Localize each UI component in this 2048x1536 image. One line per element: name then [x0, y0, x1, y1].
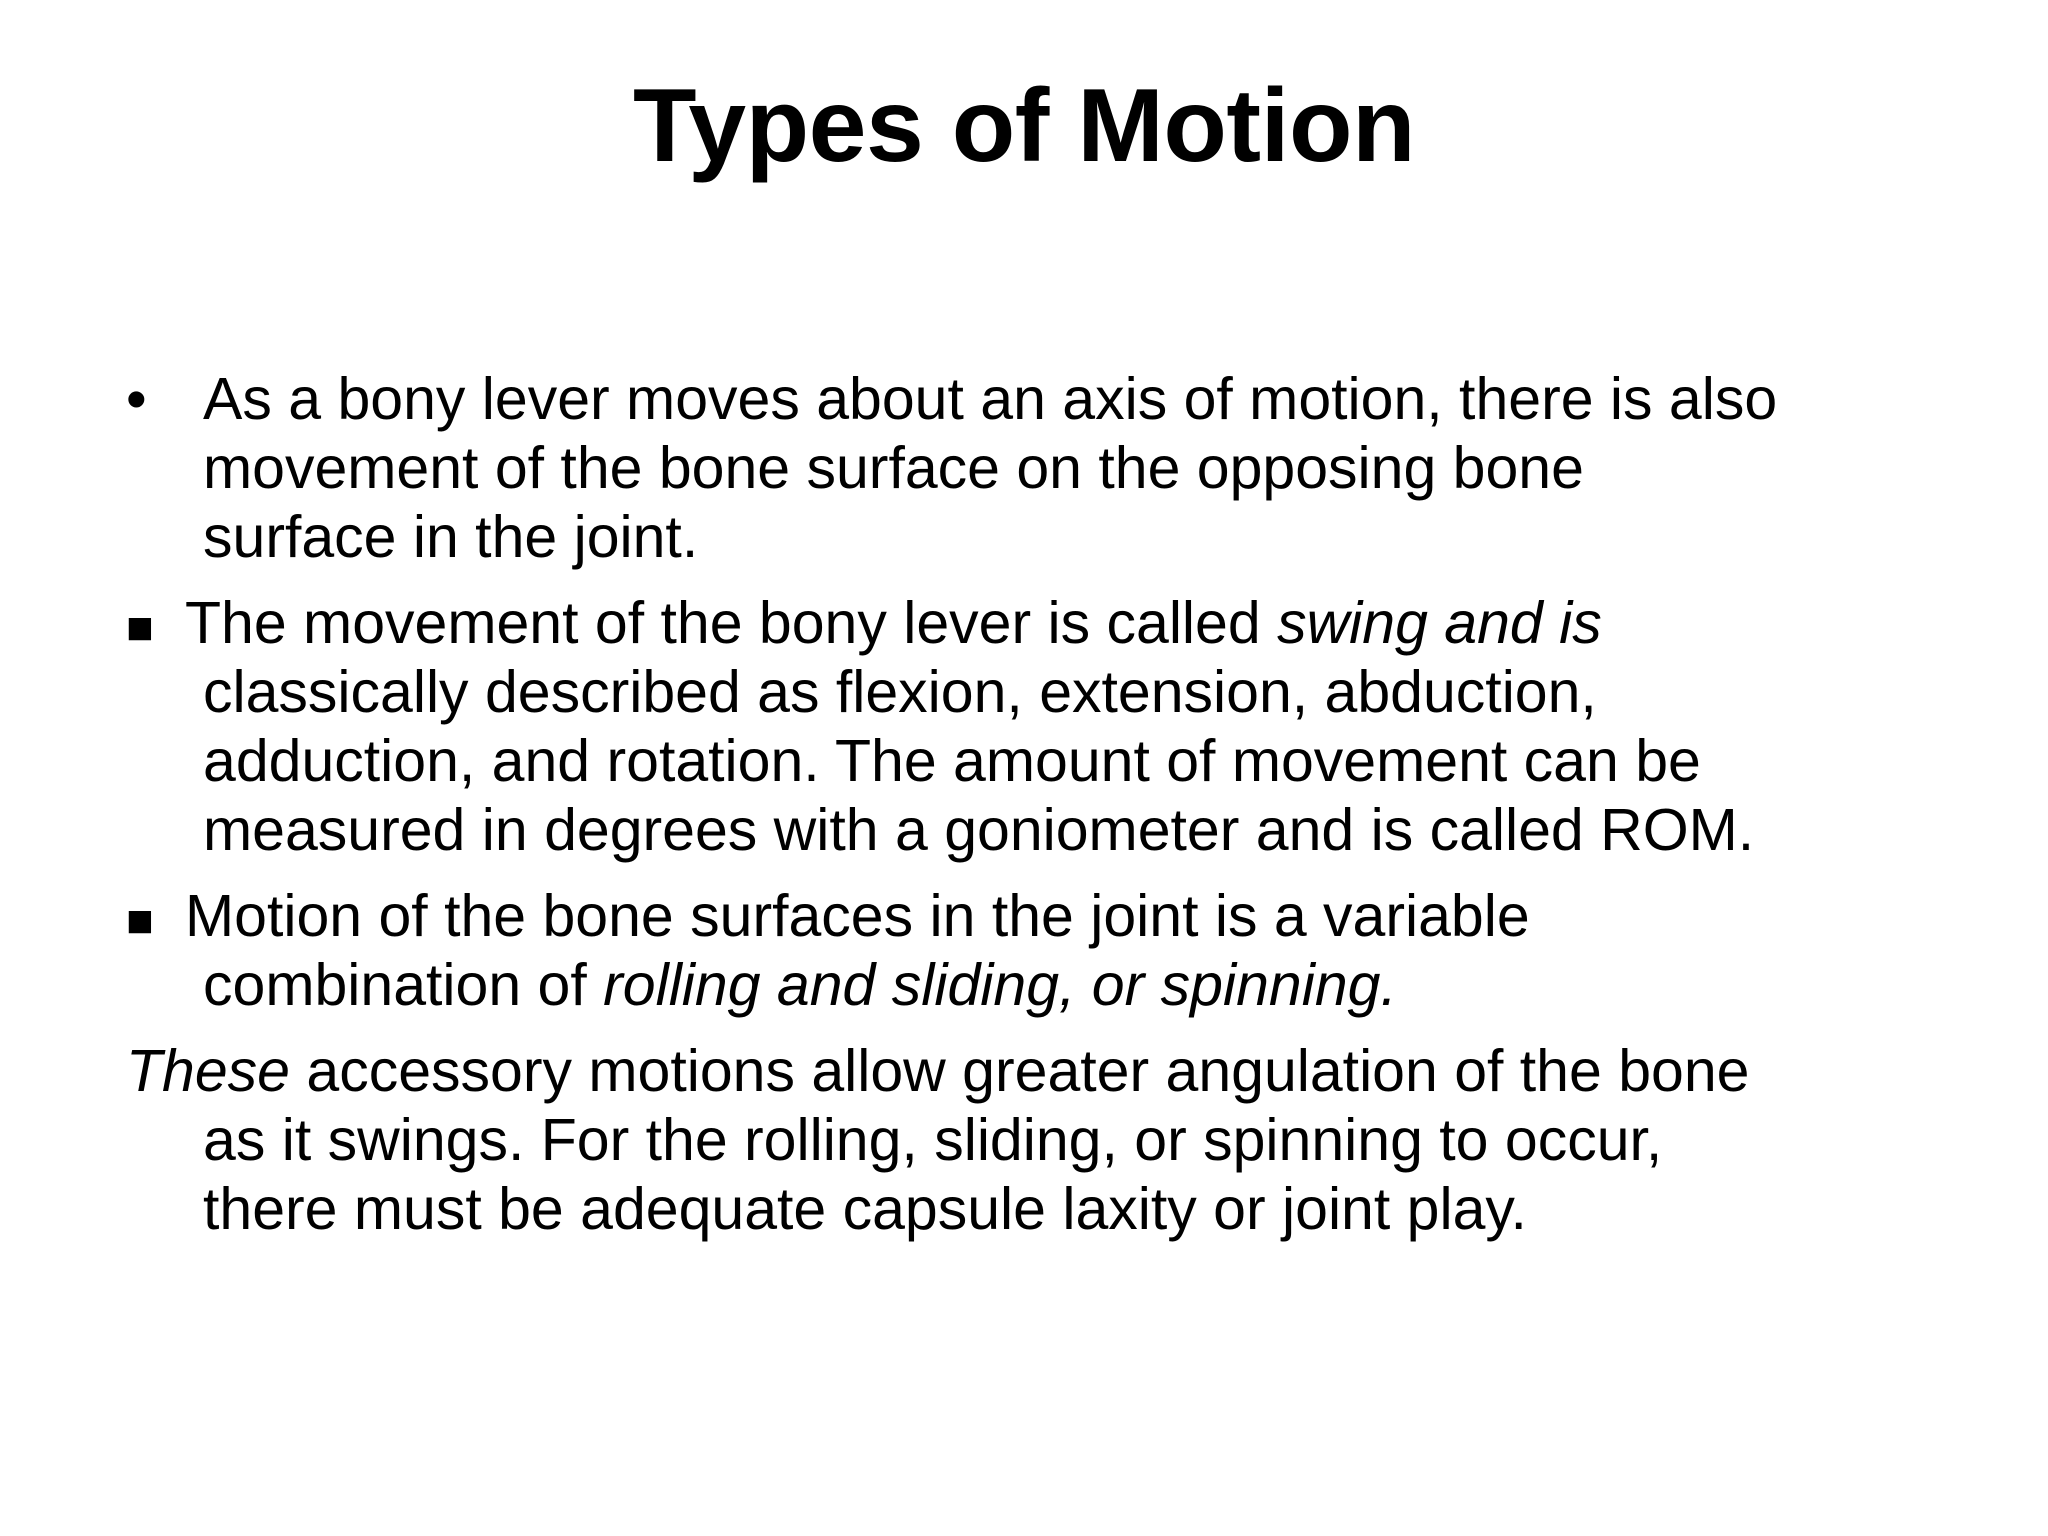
paragraph-4-line-3: there must be adequate capsule laxity or joint play.	[203, 1176, 1527, 1242]
slide-body	[126, 365, 1956, 1261]
paragraph-2-line-1	[185, 589, 1956, 658]
slide-title: Types of Motion	[632, 68, 1416, 184]
bullet-dot: •	[126, 366, 147, 432]
paragraph-1-line-1: As a bony lever moves about an axis of motion, there is also	[203, 366, 1778, 432]
paragraph-4-italic: These	[126, 1038, 290, 1104]
paragraph-3-italic: rolling and sliding, or spinning.	[603, 952, 1397, 1018]
paragraph-2-italic: swing and is	[1277, 590, 1602, 656]
paragraph-2-line-4: measured in degrees with a goniometer and is called ROM.	[203, 797, 1755, 863]
paragraph-1-line-3: surface in the joint.	[203, 504, 699, 570]
paragraph-1-line-2: movement of the bone surface on the opposing bone	[203, 435, 1584, 501]
paragraph-1	[126, 365, 1956, 572]
paragraph-3	[126, 882, 1956, 1020]
paragraph-3-line-1: Motion of the bone surfaces in the joint is a variable	[185, 883, 1530, 949]
bullet-square: ■	[126, 894, 154, 946]
paragraph-4-line-1	[126, 1037, 1956, 1106]
paragraph-4-line-2: as it swings. For the rolling, sliding, or spinning to occur,	[203, 1107, 1663, 1173]
paragraph-4	[126, 1037, 1956, 1244]
paragraph-2-text: The movement of the bony lever is called	[185, 590, 1278, 656]
paragraph-2-line-2: classically described as flexion, extension, abduction,	[203, 659, 1597, 725]
paragraph-3-text: combination of	[203, 952, 604, 1018]
paragraph-2	[126, 589, 1956, 865]
paragraph-4-text: accessory motions allow greater angulation of the bone	[289, 1038, 1750, 1104]
paragraph-2-line-3: adduction, and rotation. The amount of movement can be	[203, 728, 1701, 794]
paragraph-3-line-2	[203, 951, 1956, 1020]
bullet-square: ■	[126, 601, 154, 653]
